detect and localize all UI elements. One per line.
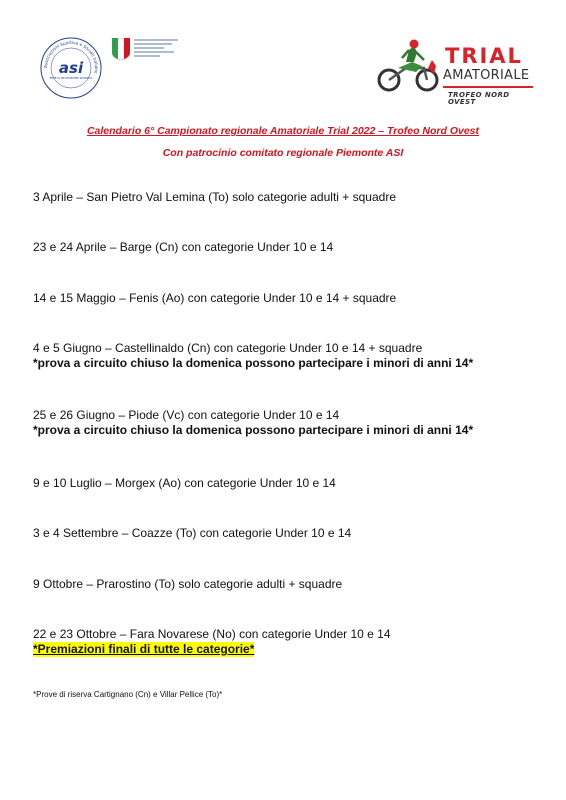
coni-text-lines xyxy=(134,39,180,59)
italian-flag-icon xyxy=(112,38,130,60)
event-item xyxy=(33,476,336,491)
trial-motorbike-icon xyxy=(376,38,440,96)
event-item xyxy=(33,291,396,306)
event-item xyxy=(33,190,396,205)
asi-initials: asi xyxy=(58,59,84,77)
event-note: *prova a circuito chiuso la domenica possono partecipare i minori di anni 14* xyxy=(33,356,474,370)
event-item xyxy=(33,627,391,657)
event-text: 3 e 4 Settembre – Coazze (To) con categorie Under 10 e 14 xyxy=(33,526,352,540)
event-text: 9 e 10 Luglio – Morgex (Ao) con categorie Under 10 e 14 xyxy=(33,476,336,490)
event-text: 9 Ottobre – Prarostino (To) solo categorie adulti + squadre xyxy=(33,577,343,591)
asi-subtitle: ENTE DI PROMOZIONE SPORTIVA xyxy=(49,77,93,80)
event-text: 4 e 5 Giugno – Castellinaldo (Cn) con categorie Under 10 e 14 + squadre xyxy=(33,341,423,355)
document-title: Calendario 6° Campionato regionale Amatoriale Trial 2022 – Trofeo Nord Ovest xyxy=(86,125,480,137)
trial-tagline: TROFEO NORD OVEST xyxy=(448,91,510,106)
footnote: *Prove di riserva Cartignano (Cn) e Villar Pellice (To)* xyxy=(33,690,223,699)
event-text: 3 Aprile – San Pietro Val Lemina (To) solo categorie adulti + squadre xyxy=(33,190,396,204)
document-subtitle: Con patrocinio comitato regionale Piemonte ASI xyxy=(162,147,404,159)
event-text: 23 e 24 Aprile – Barge (Cn) con categorie Under 10 e 14 xyxy=(33,240,334,254)
trial-word: TRIAL xyxy=(445,44,523,68)
asi-ring-text: Associazioni Sportive e Sociali Italiane xyxy=(42,39,100,75)
asi-logo xyxy=(40,37,102,99)
trial-subtitle: AMATORIALE xyxy=(443,68,530,83)
trial-amatoriale-logo xyxy=(376,36,536,106)
event-item xyxy=(33,526,351,541)
trial-divider xyxy=(443,86,533,88)
event-text: 25 e 26 Giugno – Piode (Vc) con categorie Under 10 e 14 xyxy=(33,408,340,422)
event-item xyxy=(33,240,333,255)
event-text: 14 e 15 Maggio – Fenis (Ao) con categorie Under 10 e 14 + squadre xyxy=(33,291,397,305)
event-item xyxy=(33,577,342,592)
event-item xyxy=(33,341,473,371)
event-item xyxy=(33,408,473,438)
event-note: *prova a circuito chiuso la domenica possono partecipare i minori di anni 14* xyxy=(33,423,474,437)
coni-logo xyxy=(112,36,182,62)
event-text: 22 e 23 Ottobre – Fara Novarese (No) con categorie Under 10 e 14 xyxy=(33,627,391,641)
final-awards-highlight: *Premiazioni finali di tutte le categorie* xyxy=(33,642,255,656)
